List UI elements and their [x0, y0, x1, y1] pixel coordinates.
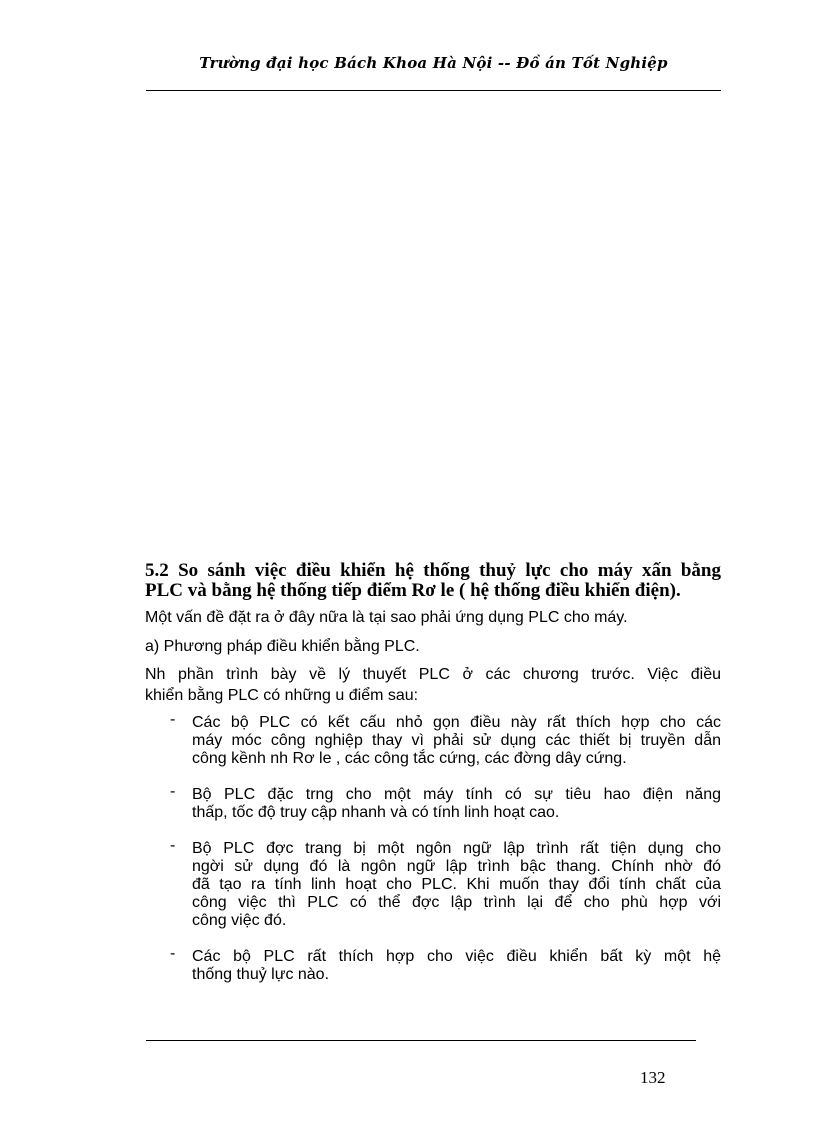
advantages-list	[145, 711, 721, 1002]
list-item	[145, 711, 721, 768]
section-heading	[145, 561, 721, 601]
method-heading: a) Phương pháp điều khiển bằng PLC.	[145, 638, 420, 655]
footer-divider	[146, 1040, 696, 1041]
list-item-line: Bộ PLC đặc trng cho một máy tính có sự tiêu hao điện năng	[192, 786, 721, 803]
lead-line-1: Nh phần trình bày về lý thuyết PLC ở các chương trước. Việc điều	[145, 666, 721, 683]
lead-paragraph	[145, 664, 721, 706]
list-item-line: công kềnh nh Rơ le , các công tắc cứng, các đờng dây cứng.	[192, 750, 627, 767]
list-item	[145, 945, 721, 984]
header-divider	[146, 90, 721, 91]
list-item-line: công việc thì PLC có thể đợc lập trình lại để cho phù hợp với	[192, 894, 721, 911]
bullet-dash: -	[170, 711, 176, 728]
intro-paragraph: Một vấn đề đặt ra ở đây nữa là tại sao phải ứng dụng PLC cho máy.	[145, 609, 628, 626]
bullet-dash: -	[170, 837, 176, 854]
list-item	[145, 837, 721, 930]
section-heading-line-1: 5.2 So sánh việc điều khiển hệ thống thuỷ lực cho máy xấn bằng	[145, 560, 721, 581]
list-item-line: Bộ PLC đợc trang bị một ngôn ngữ lập trình rất tiện dụng cho	[192, 840, 721, 857]
page-header: Trường đại học Bách Khoa Hà Nội -- Đồ án Tốt Nghiệp	[199, 54, 668, 72]
section-heading-line-2: PLC và bằng hệ thống tiếp điểm Rơ le ( hệ thống điều khiển điện).	[145, 580, 681, 601]
lead-line-2: khiển bằng PLC có những u điểm sau:	[145, 687, 419, 704]
page-number: 132	[640, 1068, 666, 1087]
list-item-line: máy móc công nghiệp thay vì phải sử dụng các thiết bị truyền dẫn	[192, 732, 721, 749]
list-item-line: Các bộ PLC có kết cấu nhỏ gọn điều này rất thích hợp cho các	[192, 714, 721, 731]
bullet-dash: -	[170, 945, 176, 962]
list-item-line: Các bộ PLC rất thích hợp cho việc điều khiển bất kỳ một hệ	[192, 948, 721, 965]
list-item-line: thấp, tốc độ truy cập nhanh và có tính linh hoạt cao.	[192, 804, 560, 821]
list-item-line: thống thuỷ lực nào.	[192, 966, 330, 983]
bullet-dash: -	[170, 783, 176, 800]
list-item-line: đã tạo ra tính linh hoạt cho PLC. Khi muốn thay đổi tính chất của	[192, 876, 721, 893]
list-item-line: ngời sử dụng đó là ngôn ngữ lập trình bậc thang. Chính nhờ đó	[192, 858, 721, 875]
list-item-line: công việc đó.	[192, 912, 287, 929]
list-item	[145, 783, 721, 822]
